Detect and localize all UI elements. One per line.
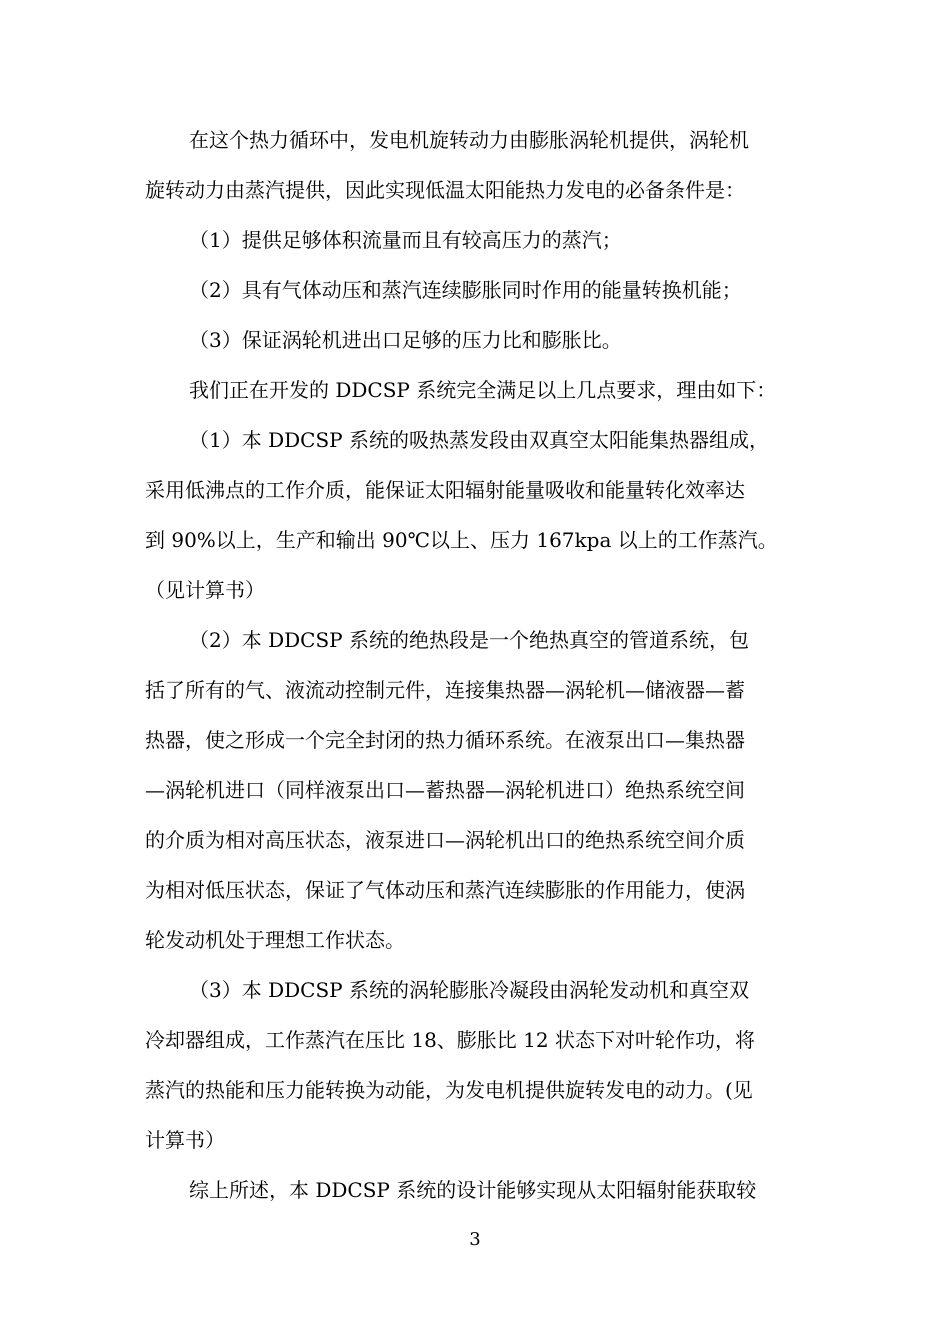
paragraph-line: 冷却器组成，工作蒸汽在压比 18、膨胀比 12 状态下对叶轮作功，将 [145, 1028, 755, 1052]
paragraph-line: 我们正在开发的 DDCSP 系统完全满足以上几点要求，理由如下： [189, 378, 777, 402]
paragraph-line: （1）本 DDCSP 系统的吸热蒸发段由双真空太阳能集热器组成， [189, 428, 769, 452]
paragraph-line: 到 90%以上，生产和输出 90℃以上、压力 167kpa 以上的工作蒸汽。 [145, 528, 778, 552]
list-item: （1）提供足够体积流量而且有较高压力的蒸汽； [189, 228, 622, 252]
paragraph-line: 为相对低压状态，保证了气体动压和蒸汽连续膨胀的作用能力，使涡 [145, 878, 745, 902]
paragraph-line: 括了所有的气、液流动控制元件，连接集热器—涡轮机—储液器—蓄 [145, 678, 745, 702]
paragraph-line: 旋转动力由蒸汽提供，因此实现低温太阳能热力发电的必备条件是： [145, 178, 745, 202]
paragraph-line: 在这个热力循环中，发电机旋转动力由膨胀涡轮机提供，涡轮机 [189, 128, 749, 152]
page-number: 3 [469, 1229, 481, 1250]
paragraph-line: 热器，使之形成一个完全封闭的热力循环系统。在液泵出口—集热器 [145, 728, 745, 752]
list-item: （2）具有气体动压和蒸汽连续膨胀同时作用的能量转换机能； [189, 278, 742, 302]
paragraph-line: 综上所述，本 DDCSP 系统的设计能够实现从太阳辐射能获取较 [189, 1178, 757, 1202]
paragraph-line: （3）本 DDCSP 系统的涡轮膨胀冷凝段由涡轮发动机和真空双 [189, 978, 749, 1002]
paragraph-line: 轮发动机处于理想工作状态。 [145, 928, 405, 952]
paragraph-line: （见计算书） [145, 578, 265, 602]
paragraph-line: （2）本 DDCSP 系统的绝热段是一个绝热真空的管道系统，包 [189, 628, 749, 652]
paragraph-line: 采用低沸点的工作介质，能保证太阳辐射能量吸收和能量转化效率达 [145, 478, 745, 502]
paragraph-line: 的介质为相对高压状态，液泵进口—涡轮机出口的绝热系统空间介质 [145, 828, 745, 852]
paragraph-line: —涡轮机进口（同样液泵出口—蓄热器—涡轮机进口）绝热系统空间 [145, 778, 745, 802]
list-item: （3）保证涡轮机进出口足够的压力比和膨胀比。 [189, 328, 622, 352]
paragraph-line: 计算书） [145, 1128, 225, 1152]
paragraph-line: 蒸汽的热能和压力能转换为动能，为发电机提供旋转发电的动力。(见 [145, 1078, 753, 1102]
